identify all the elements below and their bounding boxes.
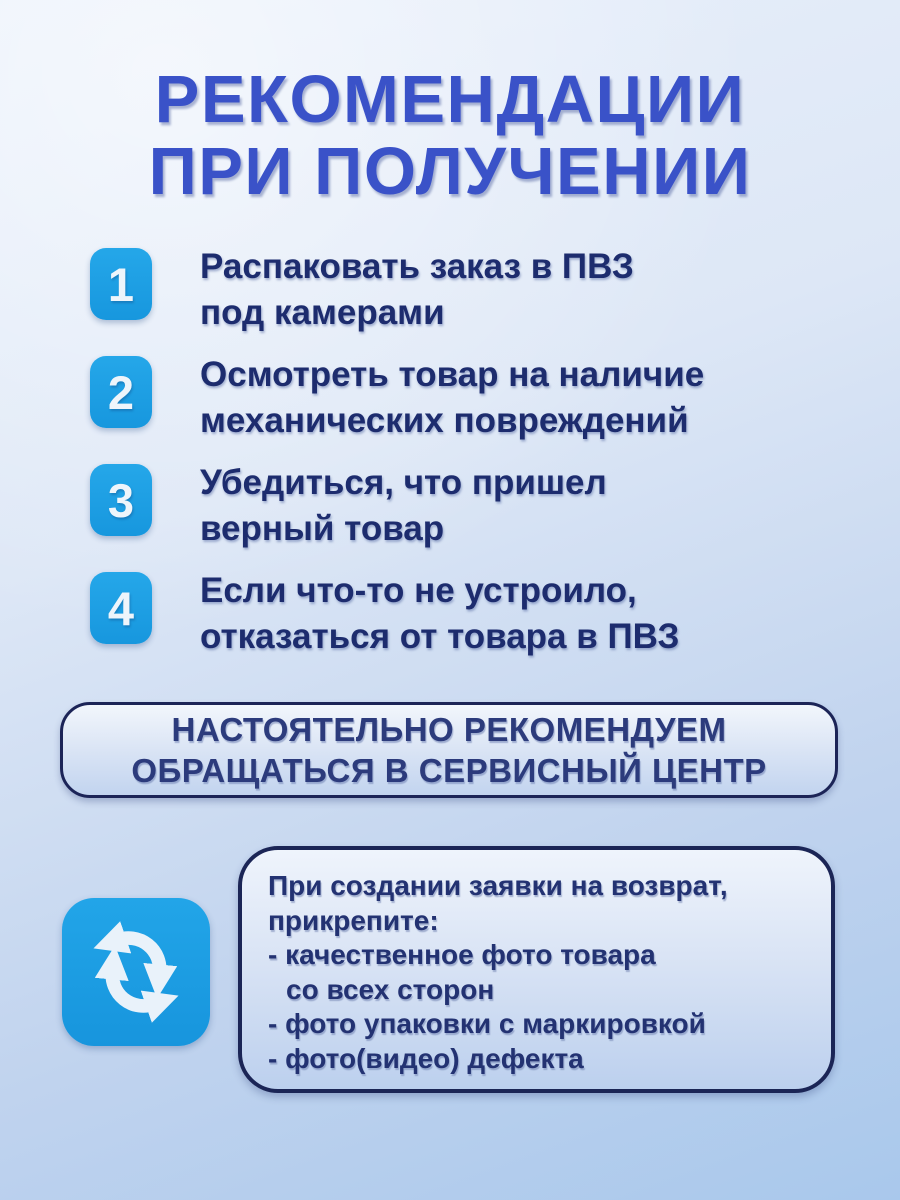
page-title <box>0 64 900 208</box>
service-note-line2: ОБРАЩАТЬСЯ В СЕРВИСНЫЙ ЦЕНТР <box>131 752 767 789</box>
step-number-badge: 4 <box>90 572 152 644</box>
step-text-line1: Если что-то не устроило, <box>200 571 637 610</box>
service-center-note <box>60 702 838 798</box>
list-item <box>90 460 900 552</box>
step-text-line2: под камерами <box>200 293 445 332</box>
step-text-line2: механических повреждений <box>200 401 689 440</box>
step-number-badge: 1 <box>90 248 152 320</box>
list-item <box>90 244 900 336</box>
return-section <box>0 846 900 1093</box>
return-line: - фото упаковки с маркировкой <box>268 1008 706 1039</box>
return-line: - качественное фото товара <box>268 939 656 970</box>
page-title-line1: РЕКОМЕНДАЦИИ <box>154 62 746 137</box>
list-item <box>90 352 900 444</box>
step-number-badge: 2 <box>90 356 152 428</box>
step-text-line2: отказаться от товара в ПВЗ <box>200 617 680 656</box>
page-title-line2: ПРИ ПОЛУЧЕНИИ <box>148 134 752 209</box>
return-line: прикрепите: <box>268 904 439 936</box>
step-text <box>200 244 634 336</box>
steps-list <box>0 244 900 660</box>
return-instructions-box <box>238 846 835 1093</box>
return-line: со всех сторон <box>286 973 495 1005</box>
step-text-line1: Распаковать заказ в ПВЗ <box>200 247 634 286</box>
step-number-badge: 3 <box>90 464 152 536</box>
return-exchange-icon <box>62 898 210 1046</box>
step-text <box>200 568 679 660</box>
return-line: При создании заявки на возврат, <box>268 870 728 901</box>
step-text <box>200 460 607 552</box>
step-text <box>200 352 704 444</box>
list-item <box>90 568 900 660</box>
service-note-line1: НАСТОЯТЕЛЬНО РЕКОМЕНДУЕМ <box>171 711 727 748</box>
step-text-line1: Убедиться, что пришел <box>200 463 607 502</box>
step-text-line2: верный товар <box>200 509 445 548</box>
return-line: - фото(видео) дефекта <box>268 1042 584 1074</box>
step-text-line1: Осмотреть товар на наличие <box>200 355 705 394</box>
